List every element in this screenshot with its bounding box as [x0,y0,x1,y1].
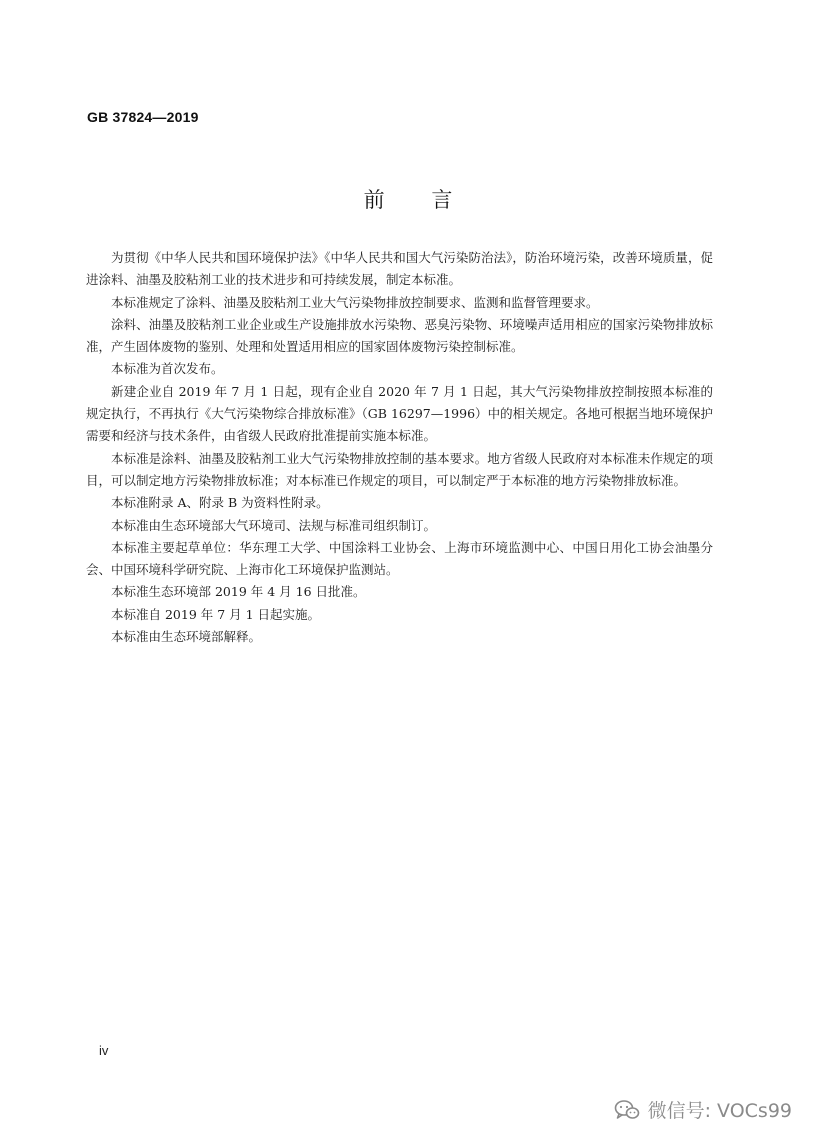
paragraph: 本标准为首次发布。 [111,361,224,377]
watermark-text: 微信号: VOCs99 [647,1100,792,1122]
paragraph: 本标准附录 A、附录 B 为资料性附录。 [111,495,329,511]
paragraph: 本标准规定了涂料、油墨及胶粘剂工业大气污染物排放控制要求、监测和监督管理要求。 [111,294,599,310]
wechat-watermark [614,1096,792,1123]
paragraph: 为贯彻《中华人民共和国环境保护法》《中华人民共和国大气污染防治法》，防治环境污染，改善环境质量，促进涂料、油墨及胶粘剂工业的技术进步和可持续发展，制定本标准。 [86,250,713,288]
paragraph: 本标准自 2019 年 7 月 1 日起实施。 [111,606,321,622]
wechat-icon [614,1099,640,1121]
paragraph: 本标准由生态环境部大气环境司、法规与标准司组织制订。 [111,517,437,533]
page-number: iv [99,1043,109,1058]
page-title: 前 言 [363,188,473,212]
paragraph: 本标准生态环境部 2019 年 4 月 16 日批准。 [111,584,366,600]
paragraph: 新建企业自 2019 年 7 月 1 日起，现有企业自 2020 年 7 月 1 日起，其大气污染物排放控制按照本标准的规定执行，不再执行《大气污染物综合排放标准》（GB 16297—1996）中的相关规定。各地可根据当地环境保护需要和经济与技术条件，由省级人民政府批准提前实施本标准。 [86,383,713,444]
paragraph: 本标准主要起草单位：华东理工大学、中国涂料工业协会、上海市环境监测中心、中国日用化工协会油墨分会、中国环境科学研究院、上海市化工环境保护监测站。 [86,539,713,578]
paragraph: 本标准是涂料、油墨及胶粘剂工业大气污染物排放控制的基本要求。地方省级人民政府对本标准未作规定的项目，可以制定地方污染物排放标准；对本标准已作规定的项目，可以制定严于本标准的地方污染物排放标准。 [86,450,713,488]
standard-code: GB 37824—2019 [87,109,199,125]
foreword-body [86,247,713,648]
paragraph: 涂料、油墨及胶粘剂工业企业或生产设施排放水污染物、恶臭污染物、环境噪声适用相应的国家污染物排放标准，产生固体废物的鉴别、处理和处置适用相应的国家固体废物污染控制标准。 [86,316,713,355]
paragraph: 本标准由生态环境部解释。 [111,629,262,645]
